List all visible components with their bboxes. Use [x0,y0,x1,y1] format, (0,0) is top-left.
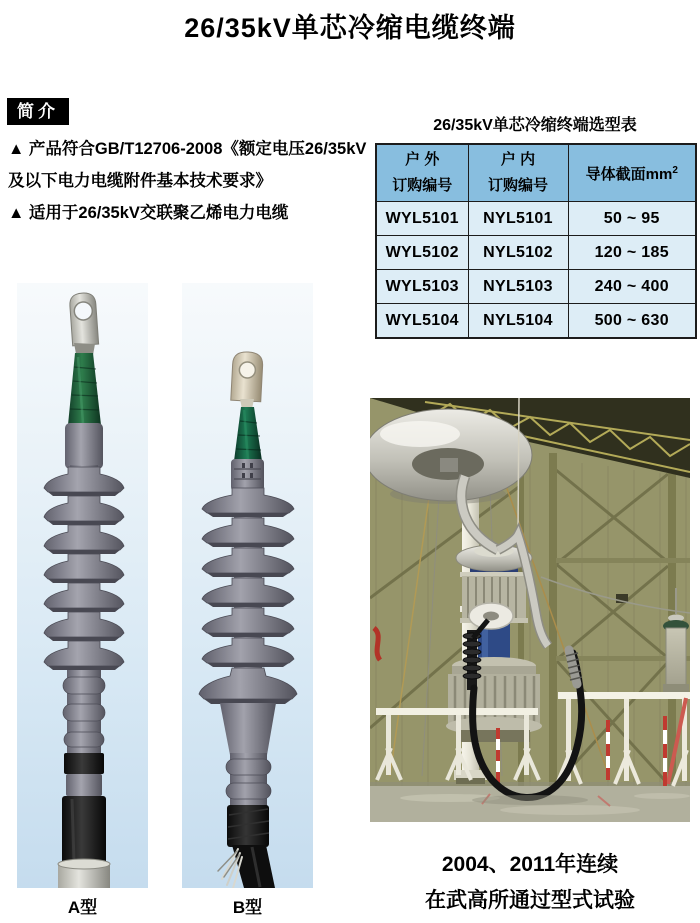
cable-lug [231,351,264,402]
conductor-section-cell: 50 ~ 95 [568,202,696,236]
table-row [376,236,696,270]
terminal-b-illustration [182,283,313,888]
table-row [376,202,696,236]
cable-lug [69,292,99,346]
selection-table-title: 26/35kV单芯冷缩终端选型表 [433,117,637,134]
cable-end [218,845,275,888]
terminal-a-illustration [17,283,148,888]
header-line: 订购编号 [487,177,548,194]
intro-bullet-line: ▲ 适用于26/35kV交联聚乙烯电力电缆 [8,204,289,222]
type-a-label: A型 [67,898,98,917]
top-collar [65,423,103,469]
conductor-section-cell: 120 ~ 185 [568,236,696,270]
header-conductor-section [568,144,696,202]
header-line: 户 外 [405,150,440,168]
outdoor-code-cell: WYL5102 [376,236,468,270]
stress-cone-green [234,407,262,461]
lower-body [58,670,110,888]
intro-heading: 简介 [7,98,69,125]
type-test-caption-line1: 2004、2011年连续 [441,853,619,876]
conductor-section-cell: 240 ~ 400 [568,270,696,304]
header-line: 户 内 [500,150,536,168]
page-title: 26/35kV单芯冷缩电缆终端 [184,13,516,43]
header-outdoor-code [376,144,468,202]
intro-bullet-line: ▲ 产品符合GB/T12706-2008《额定电压26/35kV [8,140,367,158]
indoor-code-cell: NYL5102 [468,236,568,270]
table-row [376,304,696,339]
outdoor-code-cell: WYL5104 [376,304,468,339]
indoor-code-cell: NYL5104 [468,304,568,339]
header-line: 导体截面mm [585,165,673,183]
table-row [376,270,696,304]
test-hall-scene [370,398,690,822]
outdoor-code-cell: WYL5103 [376,270,468,304]
indoor-code-cell: NYL5101 [468,202,568,236]
conductor-section-cell: 500 ~ 630 [568,304,696,339]
ribbed-collar [231,459,264,491]
lower-body [199,668,297,847]
header-superscript: 2 [672,164,678,176]
outdoor-code-cell: WYL5101 [376,202,468,236]
type-test-caption-line2: 在武高所通过型式试验 [425,889,635,912]
indoor-code-cell: NYL5103 [468,270,568,304]
umbrella-sheds [44,467,124,670]
selection-table-header-row [376,144,696,202]
selection-table [375,143,697,339]
header-indoor-code [468,144,568,202]
product-photo-type-b [182,283,313,888]
stress-cone-green [68,353,101,425]
intro-bullet-line: 及以下电力电缆附件基本技术要求》 [8,172,272,190]
product-photo-type-a [17,283,148,888]
header-line: 订购编号 [392,177,453,194]
intro-section [8,133,368,229]
type-b-label: B型 [232,898,263,917]
type-test-photo [370,398,690,822]
